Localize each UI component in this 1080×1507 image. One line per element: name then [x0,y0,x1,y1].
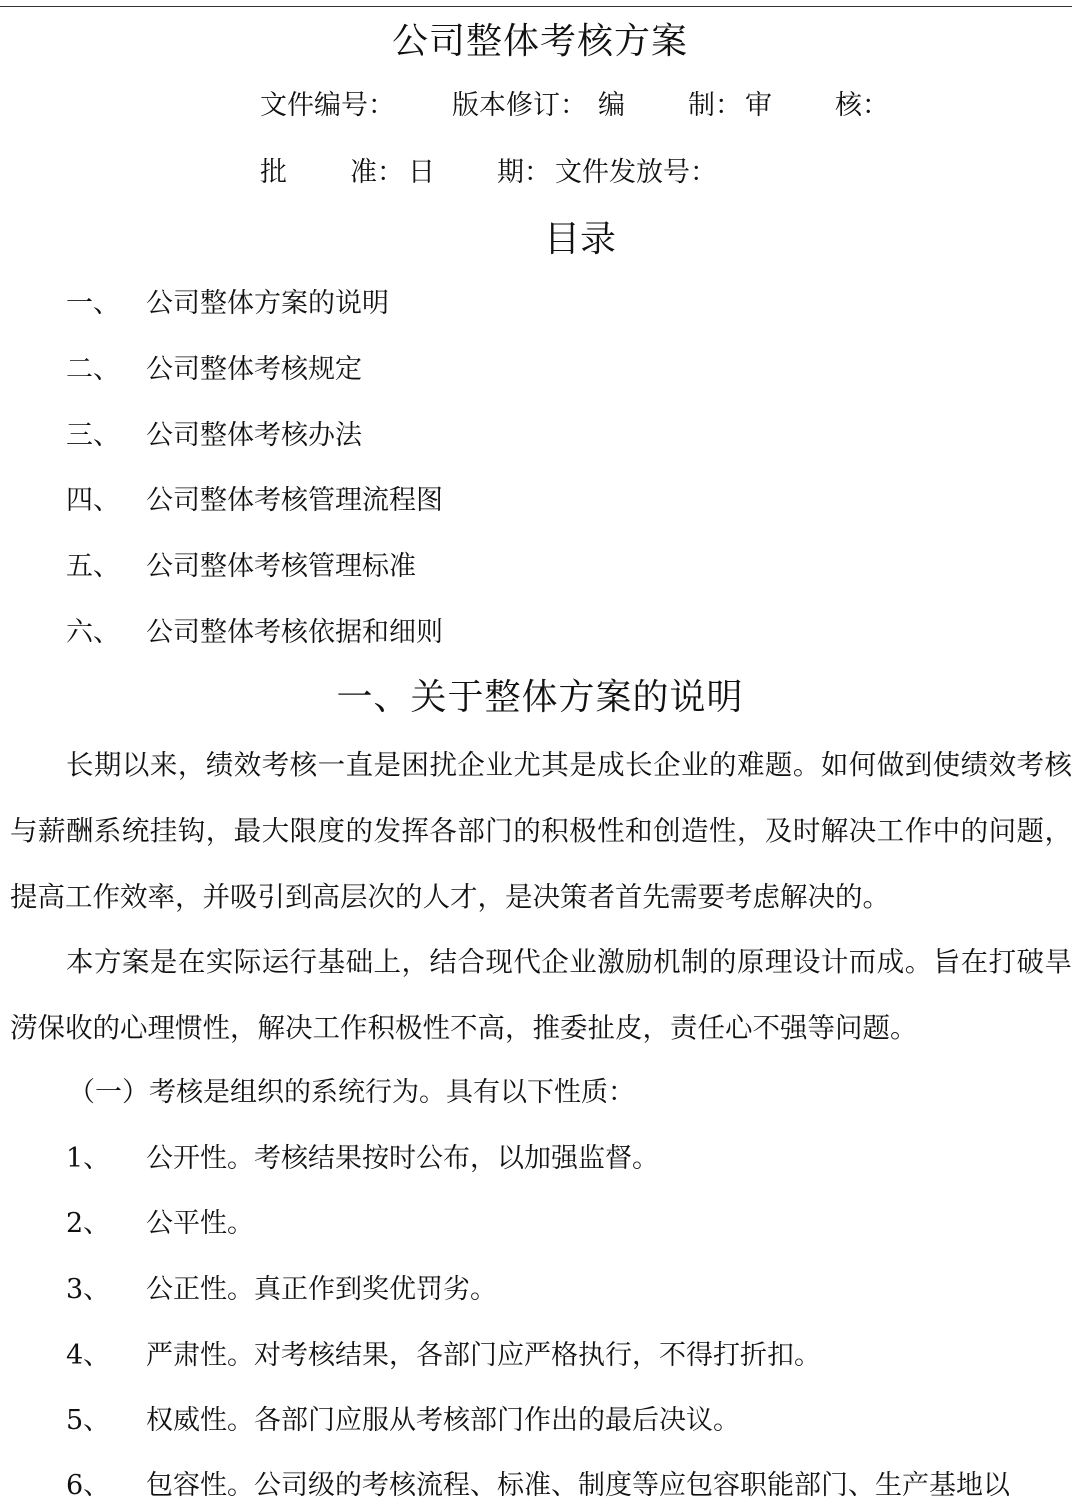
meta-version: 版本修订： [452,90,587,121]
meta-issue-no: 文件发放号： [555,157,717,188]
list-item-text: 包容性。公司级的考核流程、标准、制度等应包容职能部门、生产基地以 [146,1470,1010,1501]
meta-file-no: 文件编号： [260,90,395,121]
toc-item-text: 公司整体方案的说明 [146,288,389,319]
meta-editor-char1: 编 [598,90,625,121]
meta-reviewer-char2: 核： [835,90,889,121]
meta-date-char2: 期： [497,157,551,188]
list-item-number: 6、 [66,1470,111,1501]
meta-date-char1: 日 [408,157,435,188]
list-item-number: 3、 [66,1274,111,1305]
body-paragraph: 本方案是在实际运行基础上，结合现代企业激励机制的原理设计而成。旨在打破旱涝保收的心理惯性，解决工作积极性不高，推委扯皮，责任心不强等问题。 [10,946,1072,1044]
list-item-number: 4、 [66,1340,111,1371]
list-item-text: 公平性。 [146,1208,254,1239]
toc-item-number: 三、 [66,420,120,451]
toc-item-number: 五、 [66,551,120,582]
toc-item-number: 一、 [66,288,120,319]
toc-item-number: 二、 [66,354,120,385]
list-item-text: 公正性。真正作到奖优罚劣。 [146,1274,497,1305]
list-item-text: 严肃性。对考核结果，各部门应严格执行，不得打折扣。 [146,1340,821,1371]
sub-heading: （一）考核是组织的系统行为。具有以下性质： [68,1077,635,1108]
meta-reviewer-char1: 审 [745,90,772,121]
list-item-text: 公开性。考核结果按时公布，以加强监督。 [146,1143,659,1174]
toc-item-text: 公司整体考核规定 [146,354,362,385]
toc-item-text: 公司整体考核办法 [146,420,362,451]
toc-item-text: 公司整体考核管理标准 [146,551,416,582]
list-item-number: 2、 [66,1208,111,1239]
list-item-number: 1、 [66,1143,111,1174]
list-item-number: 5、 [66,1405,111,1436]
list-item-text: 权威性。各部门应服从考核部门作出的最后决议。 [146,1405,740,1436]
toc-item-number: 四、 [66,485,120,516]
meta-editor-char2: 制： [688,90,742,121]
toc-item-number: 六、 [66,617,120,648]
top-rule [0,6,1072,7]
meta-approve-char2: 准： [350,157,404,188]
section-heading: 一、关于整体方案的说明 [336,677,744,718]
toc-item-text: 公司整体考核依据和细则 [146,617,443,648]
body-paragraph: 长期以来，绩效考核一直是困扰企业尤其是成长企业的难题。如何做到使绩效考核与薪酬系统挂钩，最大限度的发挥各部门的积极性和创造性，及时解决工作中的问题，提高工作效率，并吸引到高层次的人才，是决策者首先需要考虑解决的。 [10,749,1072,913]
document-title: 公司整体考核方案 [391,21,688,62]
meta-approve-char1: 批 [260,157,287,188]
toc-item-text: 公司整体考核管理流程图 [146,485,443,516]
toc-title: 目录 [543,219,616,260]
